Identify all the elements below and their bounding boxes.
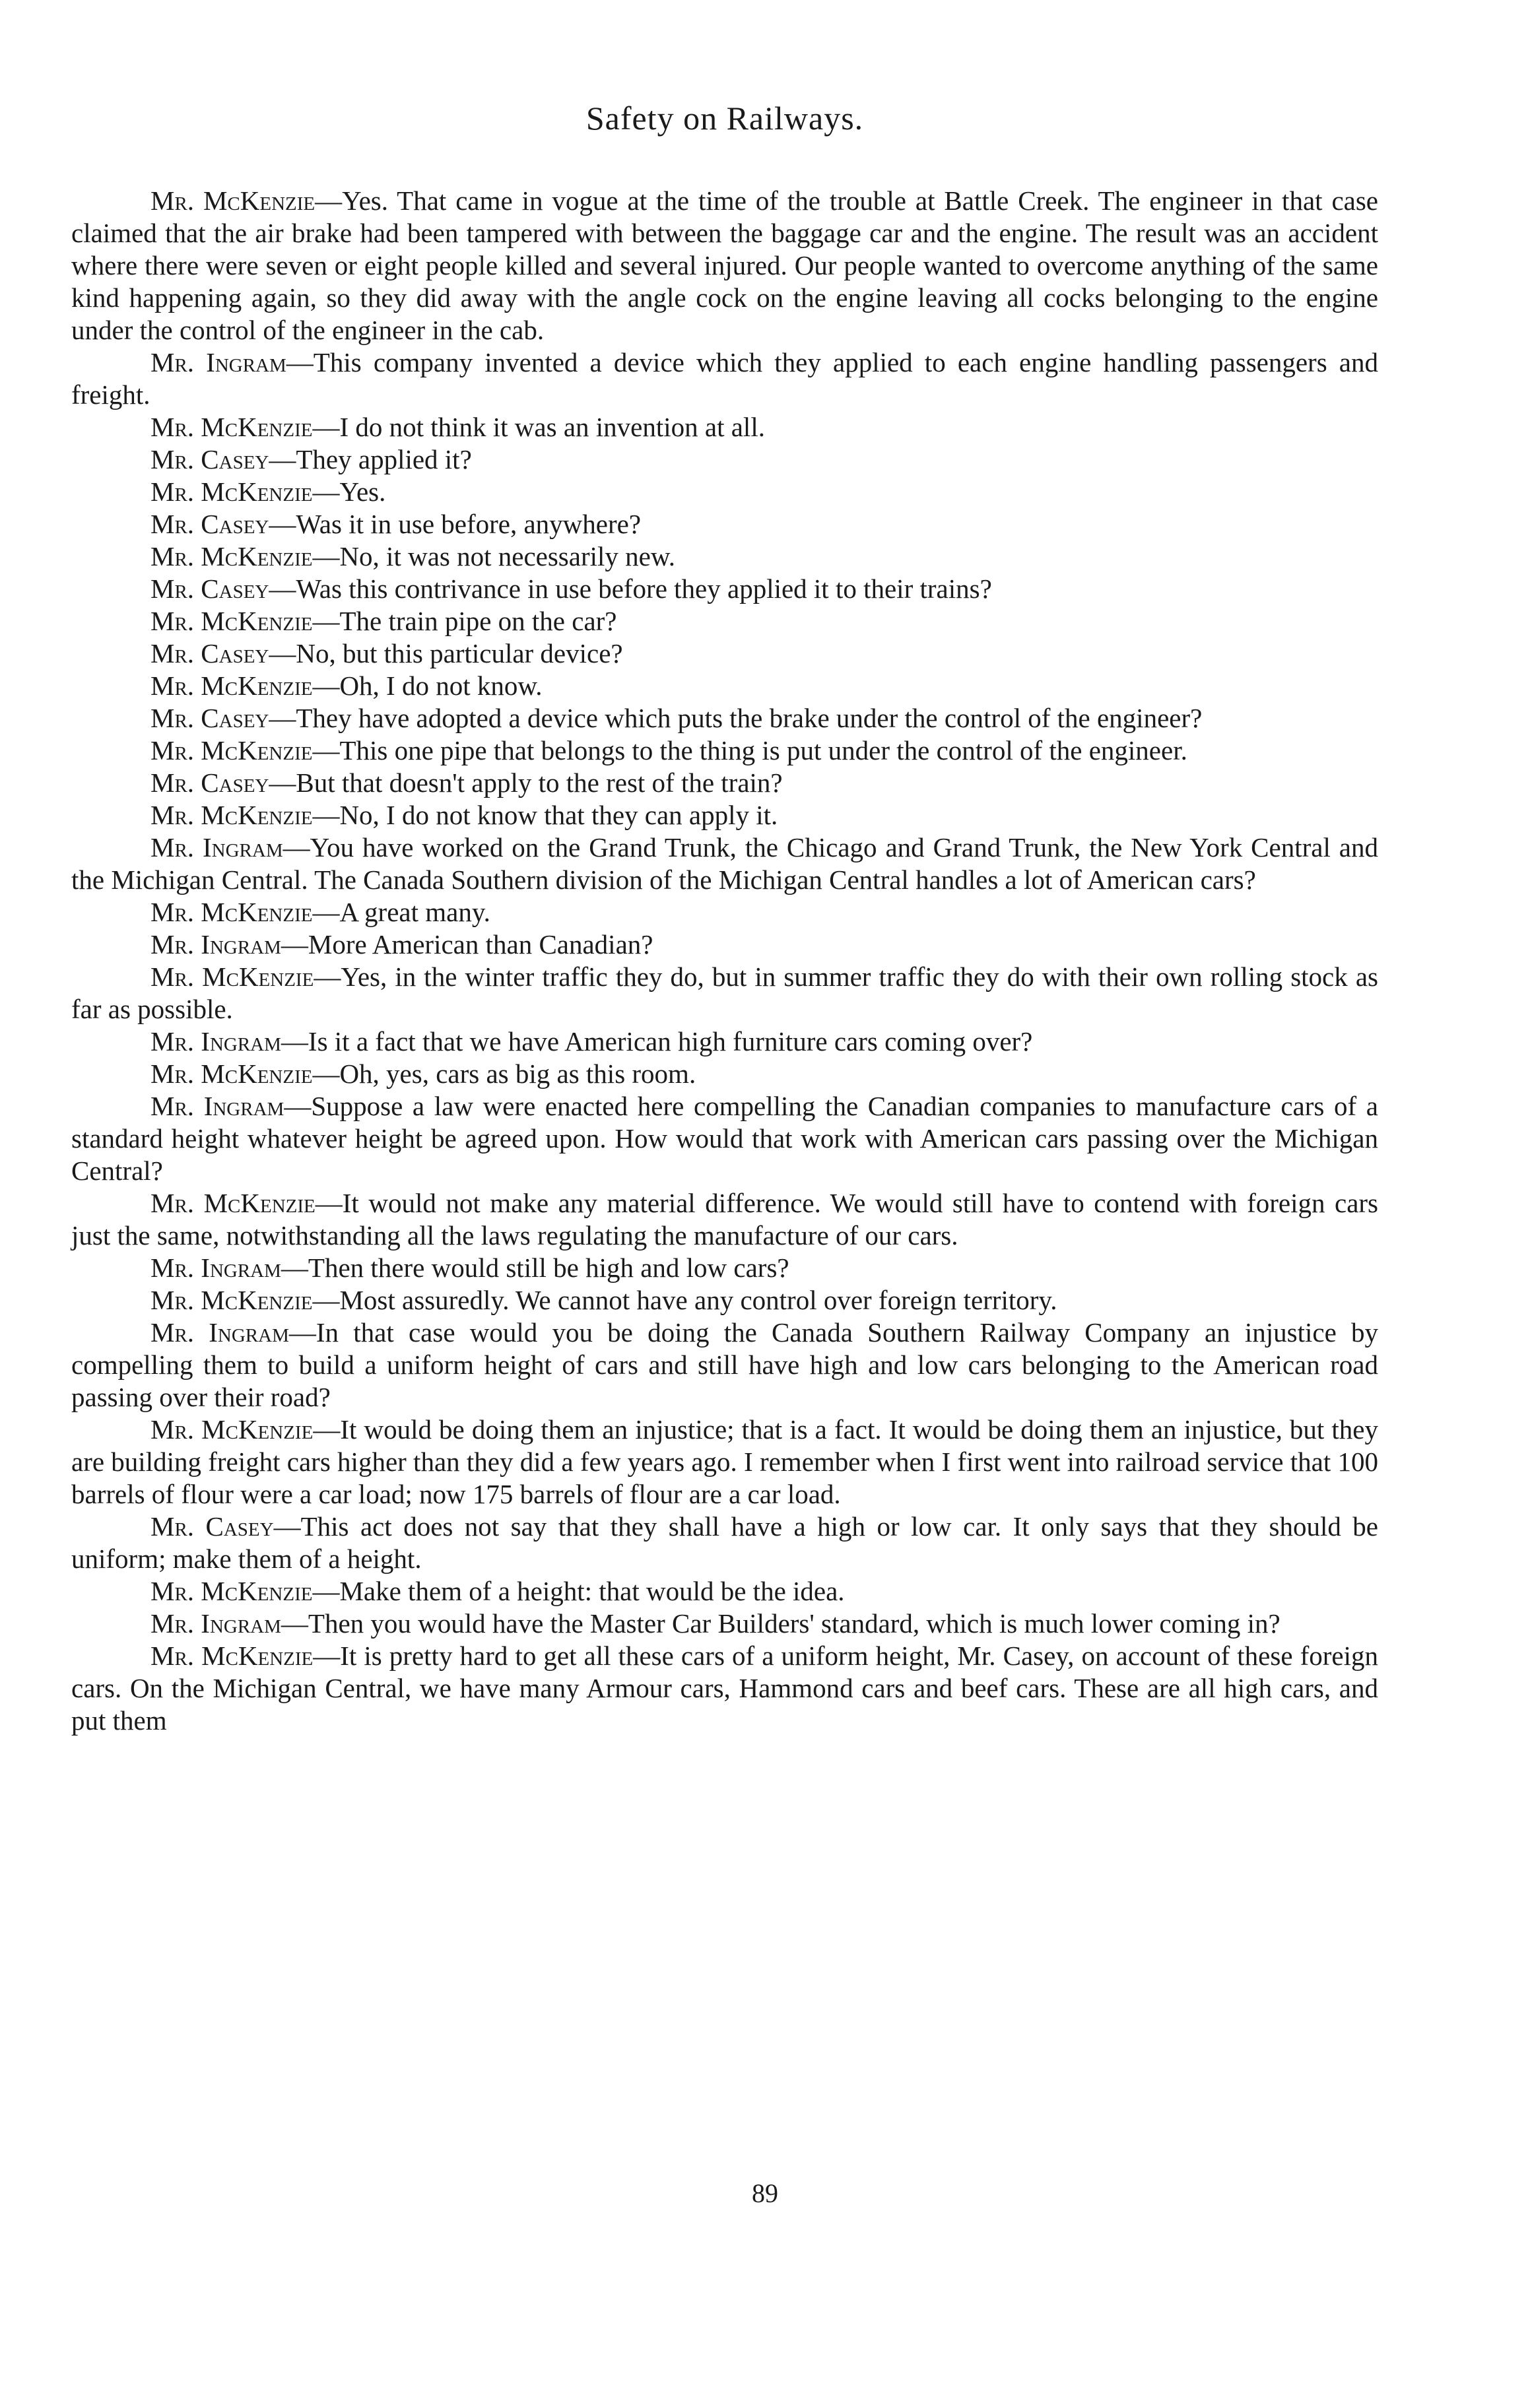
testimony-paragraph — [71, 411, 1378, 443]
speech-text: —Yes, in the winter traffic they do, but in summer traffic they do with their own rolling stock as far as possible. — [71, 961, 1378, 1024]
testimony-paragraph — [71, 928, 1378, 961]
speech-text: —No, it was not necessarily new. — [312, 541, 676, 571]
speech-text: —The train pipe on the car? — [312, 606, 617, 636]
speaker-name: Mr. McKenzie — [150, 1058, 313, 1089]
speaker-name: Mr. McKenzie — [150, 1414, 314, 1445]
speech-text: —More American than Canadian? — [281, 929, 653, 960]
speaker-name: Mr. Casey — [150, 444, 269, 474]
testimony-paragraph — [71, 637, 1378, 670]
testimony-paragraph — [71, 799, 1378, 831]
testimony-paragraph — [71, 605, 1378, 637]
speaker-name: Mr. McKenzie — [150, 1576, 313, 1606]
speech-text: —Most assuredly. We cannot have any control over foreign territory. — [312, 1285, 1057, 1315]
speech-text: —Yes. That came in vogue at the time of the trouble at Battle Creek. The engineer in that case claimed that the air brake had been tampered with between the baggage car and the engine. The result was an accident where there were seven or eight people killed and several injured. Our people wanted to overcome anything of the same kind happening again, so they did away with the angle cock on the engine leaving all cocks belonging to the engine under the control of the engineer in the cab. — [71, 185, 1378, 345]
speech-text: —This one pipe that belongs to the thing is put under the control of the engineer. — [312, 735, 1187, 765]
page-number: 89 — [752, 2178, 778, 2208]
speaker-name: Mr. Casey — [150, 509, 269, 539]
speech-text: —I do not think it was an invention at all. — [312, 412, 765, 442]
speaker-name: Mr. McKenzie — [150, 1641, 314, 1671]
testimony-paragraph — [71, 1608, 1378, 1640]
speech-text: —Then you would have the Master Car Builders' standard, which is much lower coming in? — [281, 1608, 1281, 1639]
testimony-paragraph — [71, 670, 1378, 702]
speaker-name: Mr. Casey — [150, 573, 269, 604]
running-title: Safety on Railways. — [585, 100, 864, 137]
speech-text: —Suppose a law were enacted here compelling the Canadian companies to manufacture cars of a standard height whatever height be agreed upon. How would that work with American cars passing over the Michigan Central? — [71, 1091, 1378, 1186]
speech-text: —A great many. — [312, 897, 490, 927]
speaker-name: Mr. Ingram — [150, 1253, 281, 1283]
speaker-name: Mr. McKenzie — [150, 897, 313, 927]
testimony-paragraph — [71, 476, 1378, 508]
speech-text: —They applied it? — [269, 444, 472, 474]
speaker-name: Mr. Casey — [150, 638, 269, 668]
testimony-paragraph — [71, 1252, 1378, 1284]
testimony-paragraph — [71, 831, 1378, 896]
speaker-name: Mr. McKenzie — [150, 961, 314, 992]
testimony-paragraph — [71, 1414, 1378, 1511]
testimony-paragraph — [71, 185, 1378, 346]
testimony-paragraph — [71, 1025, 1378, 1058]
testimony-paragraph — [71, 702, 1378, 734]
speech-text: —They have adopted a device which puts the brake under the control of the engineer? — [269, 703, 1203, 733]
speaker-name: Mr. Ingram — [150, 1317, 289, 1348]
testimony-paragraph — [71, 508, 1378, 540]
speaker-name: Mr. McKenzie — [150, 1188, 316, 1218]
speaker-name: Mr. McKenzie — [150, 800, 313, 830]
testimony-paragraph — [71, 1575, 1378, 1608]
testimony-paragraph — [71, 1640, 1378, 1737]
speech-text: —No, I do not know that they can apply it. — [312, 800, 778, 830]
speech-text: —You have worked on the Grand Trunk, the Chicago and Grand Trunk, the New York Central and the Michigan Central. The Canada Southern division of the Michigan Central handles a lot of American cars? — [71, 832, 1378, 895]
speaker-name: Mr. Ingram — [150, 1608, 281, 1639]
testimony-paragraph — [71, 896, 1378, 928]
testimony-paragraph — [71, 961, 1378, 1025]
testimony-paragraph — [71, 1090, 1378, 1187]
speech-text: —Then there would still be high and low cars? — [281, 1253, 789, 1283]
testimony-paragraph — [71, 443, 1378, 476]
speaker-name: Mr. Ingram — [150, 1091, 284, 1121]
speaker-name: Mr. Ingram — [150, 832, 283, 862]
speaker-name: Mr. Casey — [150, 1511, 274, 1542]
testimony-paragraph — [71, 573, 1378, 605]
speech-text: —It would be doing them an injustice; that is a fact. It would be doing them an injustice, but they are building freight cars higher than they did a few years ago. I remember when I first went into railroad service that 100 barrels of flour were a car load; now 175 barrels of flour are a car load. — [71, 1414, 1379, 1509]
document-page — [71, 99, 1378, 1737]
testimony-paragraph — [71, 346, 1378, 411]
speaker-name: Mr. McKenzie — [150, 1285, 313, 1315]
speech-text: —No, but this particular device? — [269, 638, 623, 668]
testimony-paragraph — [71, 1187, 1378, 1252]
speaker-name: Mr. Ingram — [150, 1026, 281, 1057]
speech-text: —Oh, yes, cars as big as this room. — [312, 1058, 696, 1089]
speaker-name: Mr. Ingram — [150, 347, 286, 377]
testimony-body — [71, 185, 1378, 1737]
speaker-name: Mr. Casey — [150, 767, 269, 798]
speaker-name: Mr. McKenzie — [150, 670, 313, 701]
speech-text: —But that doesn't apply to the rest of the train? — [269, 767, 783, 798]
speech-text: —Was it in use before, anywhere? — [269, 509, 642, 539]
testimony-paragraph — [71, 734, 1378, 767]
speech-text: —Make them of a height: that would be the idea. — [312, 1576, 845, 1606]
testimony-paragraph — [71, 1317, 1378, 1414]
speaker-name: Mr. McKenzie — [150, 185, 316, 216]
speech-text: —Yes. — [312, 476, 386, 507]
speaker-name: Mr. McKenzie — [150, 476, 313, 507]
speech-text: —Was this contrivance in use before they applied it to their trains? — [269, 573, 992, 604]
testimony-paragraph — [71, 1058, 1378, 1090]
testimony-paragraph — [71, 540, 1378, 573]
speech-text: —This act does not say that they shall have a high or low car. It only says that they should be uniform; make them of a height. — [71, 1511, 1379, 1574]
speaker-name: Mr. Ingram — [150, 929, 281, 960]
speech-text: —Is it a fact that we have American high furniture cars coming over? — [281, 1026, 1033, 1057]
speech-text: —In that case would you be doing the Canada Southern Railway Company an injustice by compelling them to build a uniform height of cars and still have high and low cars belonging to the American road passing over their road? — [71, 1317, 1378, 1412]
testimony-paragraph — [71, 1511, 1378, 1575]
speech-text: —Oh, I do not know. — [312, 670, 543, 701]
testimony-paragraph — [71, 767, 1378, 799]
speech-text: —This company invented a device which they applied to each engine handling passengers and freight. — [71, 347, 1378, 410]
speaker-name: Mr. McKenzie — [150, 412, 313, 442]
speaker-name: Mr. Casey — [150, 703, 269, 733]
speaker-name: Mr. McKenzie — [150, 606, 313, 636]
speech-text: —It is pretty hard to get all these cars of a uniform height, Mr. Casey, on account of these foreign cars. On the Michigan Central, we have many Armour cars, Hammond cars and beef cars. These are all high cars, and put them — [71, 1641, 1378, 1736]
speaker-name: Mr. McKenzie — [150, 541, 313, 571]
testimony-paragraph — [71, 1284, 1378, 1317]
speaker-name: Mr. McKenzie — [150, 735, 313, 765]
speech-text: —It would not make any material difference. We would still have to contend with foreign cars just the same, notwithstanding all the laws regulating the manufacture of our cars. — [71, 1188, 1379, 1251]
